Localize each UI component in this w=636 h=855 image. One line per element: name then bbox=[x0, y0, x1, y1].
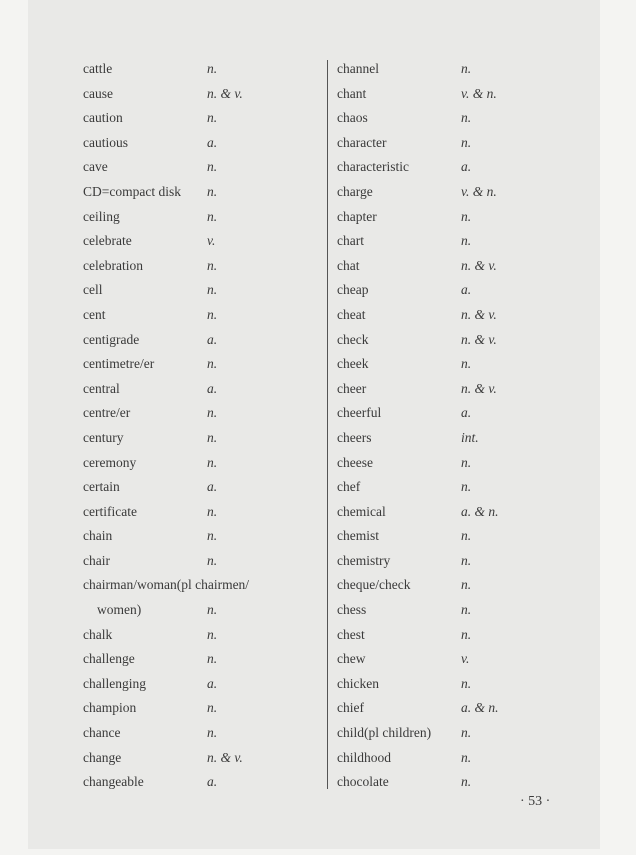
part-of-speech: n. bbox=[461, 356, 472, 372]
entry-word: cattle bbox=[83, 61, 113, 76]
entry-word: central bbox=[83, 380, 120, 396]
part-of-speech: n. bbox=[207, 429, 218, 445]
entry-word: charge bbox=[337, 183, 373, 199]
entry-word: child(pl children) bbox=[337, 725, 432, 741]
entry-word: centimetre/er bbox=[83, 356, 155, 372]
entry-word: change bbox=[83, 749, 122, 765]
entry-word: women) bbox=[97, 602, 142, 618]
entry-word: cheque/check bbox=[337, 577, 411, 593]
part-of-speech: n. bbox=[207, 257, 218, 273]
part-of-speech: n. bbox=[207, 405, 218, 421]
entry-word: cheese bbox=[337, 454, 373, 470]
part-of-speech: n. bbox=[207, 282, 218, 298]
part-of-speech: a. bbox=[207, 380, 218, 396]
part-of-speech: n. & v. bbox=[461, 380, 497, 396]
part-of-speech: int. bbox=[461, 429, 479, 445]
part-of-speech: n. bbox=[207, 503, 218, 519]
entry-word: centigrade bbox=[83, 331, 140, 347]
part-of-speech: n. bbox=[207, 306, 218, 322]
part-of-speech: n. bbox=[461, 552, 472, 568]
entry-word: centre/er bbox=[83, 405, 131, 421]
entry-word: chance bbox=[83, 725, 121, 741]
part-of-speech: a. bbox=[207, 479, 218, 495]
entry-word: cheek bbox=[337, 356, 369, 372]
part-of-speech: v. & n. bbox=[461, 85, 497, 101]
entry-word: CD=compact disk bbox=[83, 183, 181, 199]
entry-word: certain bbox=[83, 479, 120, 495]
entry-word: chess bbox=[337, 602, 367, 618]
entry-word: cheers bbox=[337, 429, 372, 445]
entry-word: champion bbox=[83, 700, 137, 716]
part-of-speech: n. bbox=[461, 774, 472, 790]
part-of-speech: n. bbox=[207, 700, 218, 716]
part-of-speech: n. & v. bbox=[461, 306, 497, 322]
entry-word: cent bbox=[83, 306, 106, 322]
entry-word: chew bbox=[337, 651, 366, 667]
part-of-speech: n. & v. bbox=[461, 331, 497, 347]
part-of-speech: a. bbox=[461, 405, 472, 421]
entry-word: challenge bbox=[83, 651, 135, 667]
part-of-speech: a. bbox=[207, 331, 218, 347]
entry-word: cell bbox=[83, 282, 103, 298]
part-of-speech: n. bbox=[207, 725, 218, 741]
entry-word: characteristic bbox=[337, 159, 409, 175]
part-of-speech: n. & v. bbox=[207, 749, 243, 765]
part-of-speech: n. bbox=[207, 61, 218, 76]
part-of-speech: a. bbox=[207, 134, 218, 150]
part-of-speech: n. bbox=[207, 454, 218, 470]
part-of-speech: n. bbox=[207, 602, 218, 618]
entry-word: cautious bbox=[83, 134, 128, 150]
part-of-speech: v. & n. bbox=[461, 183, 497, 199]
entry-word: chest bbox=[337, 626, 365, 642]
part-of-speech: n. bbox=[207, 356, 218, 372]
entry-word: character bbox=[337, 134, 387, 150]
part-of-speech: a. bbox=[461, 282, 472, 298]
entry-word: chaos bbox=[337, 110, 368, 126]
entry-word: chief bbox=[337, 700, 364, 716]
entry-word: chain bbox=[83, 528, 113, 544]
entry-word: challenging bbox=[83, 675, 146, 691]
entry-word: celebrate bbox=[83, 233, 132, 249]
entry-word: chairman/woman(pl chairmen/ bbox=[83, 577, 250, 593]
entry-word: chat bbox=[337, 257, 360, 273]
part-of-speech: n. & v. bbox=[207, 85, 243, 101]
entry-word: changeable bbox=[83, 774, 144, 790]
part-of-speech: n. bbox=[207, 626, 218, 642]
entry-word: celebration bbox=[83, 257, 143, 273]
entry-word: chalk bbox=[83, 626, 113, 642]
entry-word: check bbox=[337, 331, 369, 347]
entry-word: certificate bbox=[83, 503, 137, 519]
part-of-speech: n. bbox=[461, 110, 472, 126]
entry-word: chef bbox=[337, 479, 361, 495]
part-of-speech: n. bbox=[461, 134, 472, 150]
part-of-speech: a. bbox=[461, 159, 472, 175]
entry-word: cheat bbox=[337, 306, 366, 322]
part-of-speech: n. bbox=[461, 626, 472, 642]
column-divider bbox=[327, 60, 328, 789]
entry-word: chapter bbox=[337, 208, 377, 224]
part-of-speech: v. bbox=[461, 651, 470, 667]
entry-word: channel bbox=[337, 61, 379, 76]
entry-word: century bbox=[83, 429, 124, 445]
part-of-speech: n. bbox=[461, 602, 472, 618]
part-of-speech: n. bbox=[461, 233, 472, 249]
entry-word: cheap bbox=[337, 282, 369, 298]
part-of-speech: n. bbox=[461, 675, 472, 691]
part-of-speech: a. bbox=[207, 774, 218, 790]
part-of-speech: n. bbox=[207, 651, 218, 667]
part-of-speech: n. bbox=[207, 552, 218, 568]
part-of-speech: n. bbox=[207, 528, 218, 544]
part-of-speech: n. bbox=[461, 208, 472, 224]
entry-word: ceiling bbox=[83, 208, 120, 224]
entry-word: ceremony bbox=[83, 454, 137, 470]
part-of-speech: n. & v. bbox=[461, 257, 497, 273]
part-of-speech: n. bbox=[461, 749, 472, 765]
part-of-speech: n. bbox=[461, 61, 472, 76]
page-number: · 53 · bbox=[520, 794, 551, 809]
part-of-speech: n. bbox=[207, 159, 218, 175]
part-of-speech: a. & n. bbox=[461, 700, 499, 716]
part-of-speech: n. bbox=[207, 208, 218, 224]
part-of-speech: n. bbox=[207, 110, 218, 126]
entry-word: chair bbox=[83, 552, 110, 568]
part-of-speech: n. bbox=[461, 725, 472, 741]
entry-word: chant bbox=[337, 85, 367, 101]
entry-word: cave bbox=[83, 159, 108, 175]
entry-word: chocolate bbox=[337, 774, 389, 790]
part-of-speech: n. bbox=[461, 454, 472, 470]
entry-word: chart bbox=[337, 233, 364, 249]
entry-word: cheer bbox=[337, 380, 367, 396]
part-of-speech: n. bbox=[461, 577, 472, 593]
part-of-speech: n. bbox=[461, 528, 472, 544]
part-of-speech: a. & n. bbox=[461, 503, 499, 519]
entry-word: chemistry bbox=[337, 552, 391, 568]
entry-word: cause bbox=[83, 85, 113, 101]
part-of-speech: v. bbox=[207, 233, 216, 249]
part-of-speech: a. bbox=[207, 675, 218, 691]
entry-word: caution bbox=[83, 110, 123, 126]
entry-word: chicken bbox=[337, 675, 379, 691]
entry-word: chemist bbox=[337, 528, 379, 544]
part-of-speech: n. bbox=[461, 479, 472, 495]
entry-word: cheerful bbox=[337, 405, 382, 421]
part-of-speech: n. bbox=[207, 183, 218, 199]
entry-word: childhood bbox=[337, 749, 391, 765]
entry-word: chemical bbox=[337, 503, 386, 519]
